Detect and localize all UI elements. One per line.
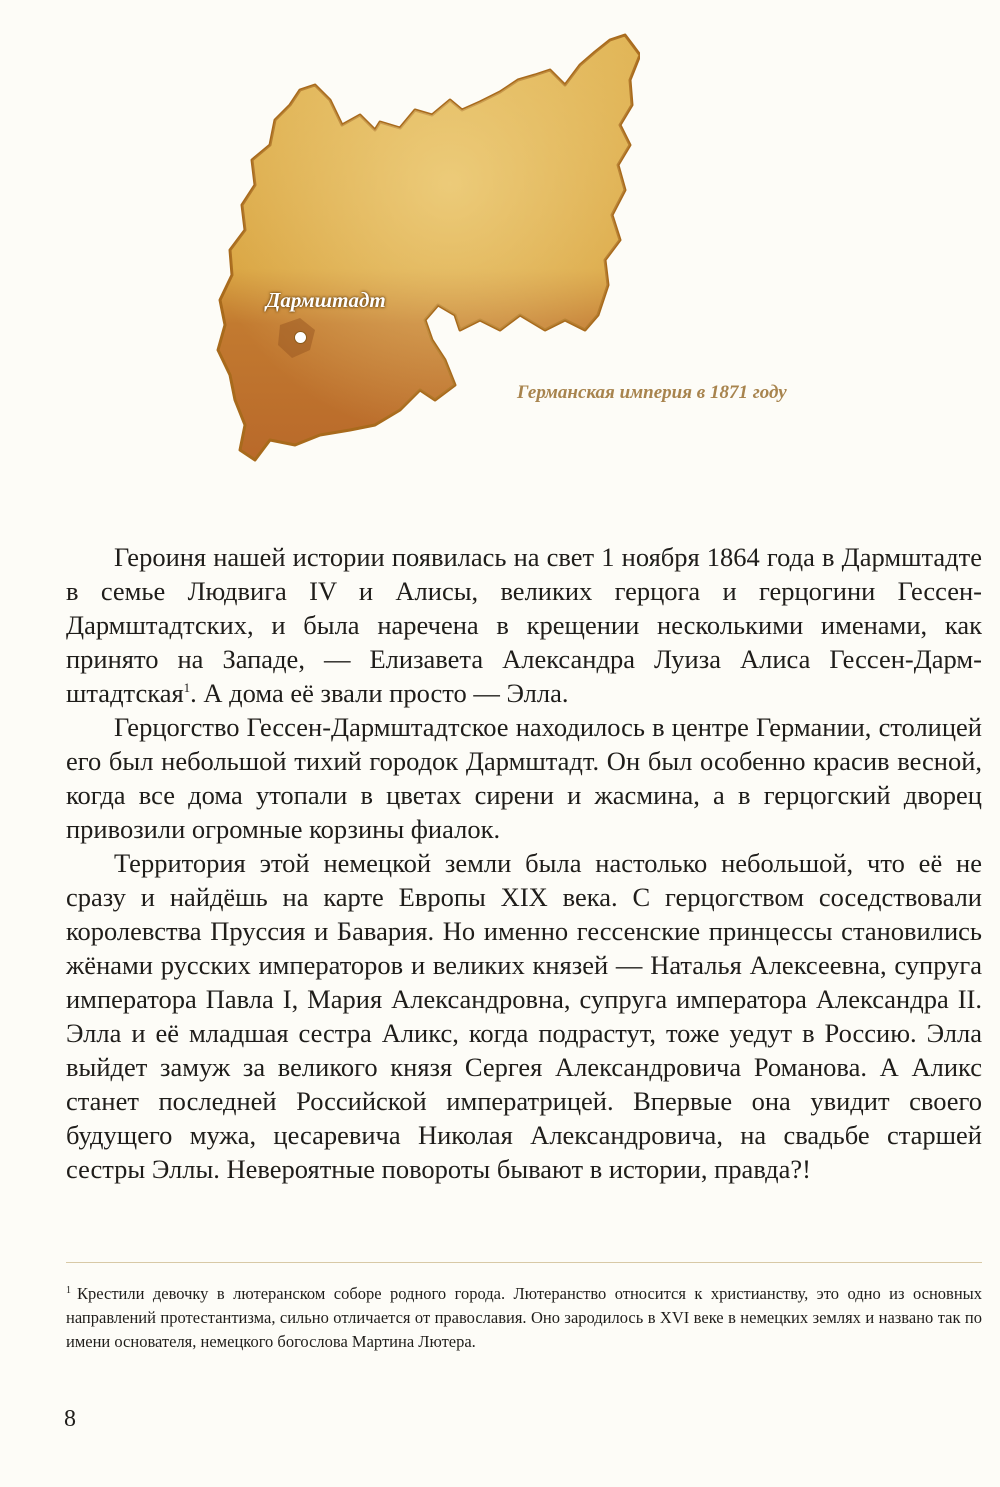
footnote-divider	[66, 1262, 982, 1263]
footnote	[66, 1282, 982, 1354]
paragraph-2: Герцогство Гессен-Дармштадтское находилось в центре Германии, столицей его был небольшой тихий городок Дармштадт. Он был особенно красив весной, когда все дома утопали в цветах сирени и жасмина, а в герцогский дворец привозили огромные корзины фиалок.	[66, 712, 982, 844]
darmstadt-marker	[294, 331, 307, 344]
page-number: 8	[64, 1406, 76, 1432]
paragraph-3: Территория этой немецкой земли была настолько небольшой, что её не сразу и найдёшь на карте Европы XIX века. С герцогством соседствовали королевства Пруссия и Бавария. Но именно гессенские принцессы становились жёнами русских императоров и великих князей — Наталья Алексеевна, супруга императора Павла I, Мария Александровна, супруга императора Александра II. Элла и её младшая сестра Аликс, когда подрастут, тоже уедут в Россию. Элла выйдет замуж за великого князя Сергея Александровича Романова. А Аликс станет последней Российской императрицей. Впервые она увидит своего будущего мужа, цесаревича Николая Александровича, на свадьбе старшей сестры Эллы. Невероятные повороты бывают в истории, правда?!	[66, 848, 982, 1184]
paragraph-1: Героиня нашей истории появилась на свет 1 ноября 1864 года в Дармштадте в семье Людвига IV и Алисы, великих герцога и герцогини Гессен-Дармштадтских, и была наречена в крещении несколькими именами, как принято на Западе, — Елизавета Александра Луиза Алиса Гессен-Дармштадтская$^1$. А дома её звали просто — Элла.	[66, 542, 982, 708]
footnote-mark: 1	[66, 1284, 71, 1296]
main-text	[66, 540, 982, 1186]
footnote-reference: 1	[183, 680, 191, 696]
germany-map	[200, 30, 640, 480]
footnote-text: Крестили девочку в лютеранском соборе родного города. Лютеранство относится к христианству, это одно из основных направлений протестантизма, сильно отличается от православия. Оно зародилось в XVI веке в немецких землях и названо так по имени основателя, немецкого богослова Мартина Лютера.	[66, 1284, 982, 1351]
germany-map-illustration	[200, 30, 640, 480]
darmstadt-label: Дармштадт	[266, 288, 386, 312]
map-caption: Германская империя в 1871 году	[517, 382, 787, 403]
